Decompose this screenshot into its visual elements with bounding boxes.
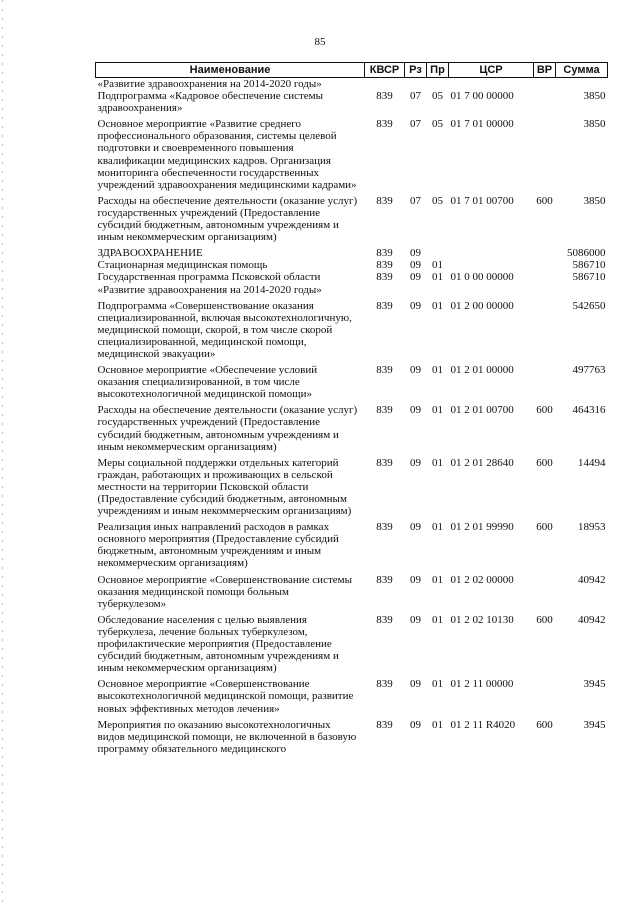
cell-name: Расходы на обеспечение деятельности (оказание услуг) государственных учреждений (Предоставление субсидий бюджетным, автономным учреждениям и иным некоммерческим организациям) xyxy=(97,194,358,244)
cell-csr: 01 7 00 00000 xyxy=(450,90,514,103)
table-body xyxy=(96,78,608,755)
cell-kvsr: 839 xyxy=(376,271,393,284)
cell-sum: 3850 xyxy=(583,194,606,207)
cell-vr: 600 xyxy=(536,404,553,417)
cell-rz: 09 xyxy=(410,613,421,626)
table-row xyxy=(96,360,608,400)
header-csr: ЦСР xyxy=(449,63,534,78)
cell-kvsr: 839 xyxy=(376,118,393,131)
cell-pr: 01 xyxy=(432,456,443,469)
cell-rz: 07 xyxy=(410,118,421,131)
cell-pr: 01 xyxy=(432,573,443,586)
cell-kvsr: 839 xyxy=(376,404,393,417)
cell-name: «Развитие здравоохранения на 2014-2020 годы» xyxy=(97,78,322,90)
cell-kvsr xyxy=(365,78,405,91)
cell-name: Основное мероприятие «Обеспечение условий оказания специализированной, в том числе высокотехнологичной медицинской помощи» xyxy=(97,364,318,401)
cell-vr xyxy=(534,570,556,610)
table-row xyxy=(96,114,608,191)
header-pr: Пр xyxy=(427,63,449,78)
cell-kvsr: 839 xyxy=(376,247,393,260)
cell-name: ЗДРАВООХРАНЕНИЕ xyxy=(97,247,203,260)
cell-rz: 09 xyxy=(410,456,421,469)
table-row xyxy=(96,259,608,271)
cell-name: Меры социальной поддержки отдельных категорий граждан, работающих и проживающих в сельской местности на территории Псковской области (Предоставление субсидий бюджетным, автономным учреждениям и иным некоммерческим организациям) xyxy=(97,456,352,518)
cell-sum: 586710 xyxy=(572,271,606,284)
cell-vr xyxy=(534,90,556,114)
cell-name: Основное мероприятие «Совершенствование системы оказания медицинской помощи больным туберкулезом» xyxy=(97,573,352,610)
cell-sum: 14494 xyxy=(578,456,606,469)
cell-sum: 542650 xyxy=(572,299,606,312)
scan-edge xyxy=(2,0,3,905)
cell-name: Расходы на обеспечение деятельности (оказание услуг) государственных учреждений (Предоставление субсидий бюджетным, автономным учреждениям и иным некоммерческим организациям) xyxy=(97,404,358,453)
cell-sum: 464316 xyxy=(572,404,606,417)
cell-sum: 586710 xyxy=(572,259,606,272)
cell-rz: 09 xyxy=(410,678,421,691)
cell-pr: 01 xyxy=(432,718,443,731)
cell-sum xyxy=(556,78,608,91)
table-row xyxy=(96,78,608,91)
table-row xyxy=(96,271,608,295)
table-row xyxy=(96,715,608,755)
cell-vr: 600 xyxy=(536,194,553,207)
cell-csr: 01 0 00 00000 xyxy=(450,271,514,284)
cell-pr xyxy=(427,243,449,259)
cell-pr: 01 xyxy=(432,678,443,691)
cell-pr: 01 xyxy=(432,299,443,312)
cell-csr: 01 2 11 00000 xyxy=(450,678,514,691)
header-rz: Рз xyxy=(405,63,427,78)
cell-name: Обследование населения с целью выявления туберкулеза, лечение больных туберкулезом, профилактические мероприятия (Предоставление субсидий бюджетным, автономным учреждениям и иным некоммерческим организациям) xyxy=(97,613,339,675)
cell-csr xyxy=(449,259,534,271)
cell-kvsr: 839 xyxy=(376,613,393,626)
header-vr: ВР xyxy=(534,63,556,78)
cell-csr: 01 7 01 00000 xyxy=(450,118,514,131)
cell-sum: 3850 xyxy=(583,90,606,103)
cell-vr xyxy=(534,243,556,259)
cell-rz: 09 xyxy=(410,404,421,417)
cell-sum: 3850 xyxy=(583,118,606,131)
cell-csr: 01 7 01 00700 xyxy=(450,194,514,207)
cell-vr xyxy=(534,674,556,714)
cell-vr xyxy=(534,296,556,360)
cell-csr: 01 2 02 00000 xyxy=(450,573,514,586)
cell-rz: 09 xyxy=(410,573,421,586)
cell-pr: 01 xyxy=(432,364,443,377)
cell-kvsr: 839 xyxy=(376,573,393,586)
page-number: 85 xyxy=(314,36,326,48)
cell-pr xyxy=(427,78,449,91)
cell-csr: 01 2 01 28640 xyxy=(450,456,514,469)
cell-name: Основное мероприятие «Совершенствование высокотехнологичной медицинской помощи, развитие новых эффективных методов лечения» xyxy=(97,678,354,715)
header-name: Наименование xyxy=(96,63,365,78)
cell-pr: 05 xyxy=(432,118,443,131)
cell-name: Основное мероприятие «Развитие среднего профессионального образования, системы целевой подготовки и своевременного повышения квалификации медицинских кадров. Организация мониторинга обеспеченности государственных учреждений здравоохранения медицинскими кадрами» xyxy=(97,118,357,191)
cell-name: Мероприятия по оказанию высокотехнологичных видов медицинской помощи, не включенной в базовую программу обязательного медицинского xyxy=(97,718,357,755)
cell-rz: 09 xyxy=(410,364,421,377)
cell-kvsr: 839 xyxy=(376,194,393,207)
cell-rz: 09 xyxy=(410,718,421,731)
cell-csr: 01 2 01 99990 xyxy=(450,521,514,534)
table-row xyxy=(96,400,608,452)
cell-vr: 600 xyxy=(536,718,553,731)
cell-sum: 497763 xyxy=(572,364,606,377)
budget-table xyxy=(95,62,608,755)
table-row xyxy=(96,610,608,674)
cell-sum: 5086000 xyxy=(567,247,606,260)
cell-csr: 01 2 01 00000 xyxy=(450,364,514,377)
cell-pr: 05 xyxy=(432,90,443,103)
cell-csr: 01 2 11 R4020 xyxy=(450,718,516,731)
cell-kvsr: 839 xyxy=(376,521,393,534)
cell-kvsr: 839 xyxy=(376,299,393,312)
header-kvsr: КВСР xyxy=(365,63,405,78)
cell-pr: 05 xyxy=(432,194,443,207)
table-row xyxy=(96,191,608,243)
cell-vr: 600 xyxy=(536,521,553,534)
table-row xyxy=(96,517,608,569)
cell-sum: 3945 xyxy=(583,678,606,691)
cell-kvsr: 839 xyxy=(376,718,393,731)
cell-rz: 09 xyxy=(410,259,421,272)
cell-kvsr: 839 xyxy=(376,259,393,272)
table-row xyxy=(96,674,608,714)
table-row xyxy=(96,453,608,517)
cell-csr: 01 2 02 10130 xyxy=(450,613,514,626)
cell-rz: 07 xyxy=(410,194,421,207)
cell-pr: 01 xyxy=(432,271,443,284)
table-header-row xyxy=(96,63,608,78)
cell-kvsr: 839 xyxy=(376,678,393,691)
cell-name: Реализация иных направлений расходов в рамках основного мероприятия (Предоставление субсидий бюджетным, автономным учреждениям и иным некоммерческим организациям) xyxy=(97,521,339,570)
cell-kvsr: 839 xyxy=(376,90,393,103)
cell-vr xyxy=(534,78,556,91)
cell-sum: 40942 xyxy=(578,573,606,586)
cell-csr xyxy=(449,78,534,91)
cell-kvsr: 839 xyxy=(376,456,393,469)
cell-csr: 01 2 00 00000 xyxy=(450,299,514,312)
cell-csr: 01 2 01 00700 xyxy=(450,404,514,417)
cell-vr xyxy=(534,114,556,191)
table-row xyxy=(96,90,608,114)
cell-pr: 01 xyxy=(432,259,443,272)
cell-pr: 01 xyxy=(432,404,443,417)
cell-rz: 09 xyxy=(410,299,421,312)
cell-vr: 600 xyxy=(536,456,553,469)
table-row xyxy=(96,570,608,610)
cell-csr xyxy=(449,243,534,259)
cell-sum: 3945 xyxy=(583,718,606,731)
table-row xyxy=(96,296,608,360)
cell-pr: 01 xyxy=(432,521,443,534)
table-row xyxy=(96,243,608,259)
cell-sum: 18953 xyxy=(578,521,606,534)
cell-vr xyxy=(534,271,556,295)
cell-name: Подпрограмма «Кадровое обеспечение системы здравоохранения» xyxy=(97,90,324,115)
cell-rz: 07 xyxy=(410,90,421,103)
cell-sum: 40942 xyxy=(578,613,606,626)
cell-name: Стационарная медицинская помощь xyxy=(97,259,268,272)
cell-name: Государственная программа Псковской области «Развитие здравоохранения на 2014-2020 годы» xyxy=(97,271,322,296)
cell-vr xyxy=(534,360,556,400)
cell-vr xyxy=(534,259,556,271)
cell-pr: 01 xyxy=(432,613,443,626)
cell-kvsr: 839 xyxy=(376,364,393,377)
cell-rz: 09 xyxy=(410,247,421,260)
cell-rz xyxy=(405,78,427,91)
cell-rz: 09 xyxy=(410,521,421,534)
cell-rz: 09 xyxy=(410,271,421,284)
cell-vr: 600 xyxy=(536,613,553,626)
cell-name: Подпрограмма «Совершенствование оказания специализированной, включая высокотехнологичную, медицинской помощи, скорой, в том числе скорой специализированной, медицинской помощи, медицинской эвакуации» xyxy=(97,299,352,360)
header-sum: Сумма xyxy=(556,63,608,78)
